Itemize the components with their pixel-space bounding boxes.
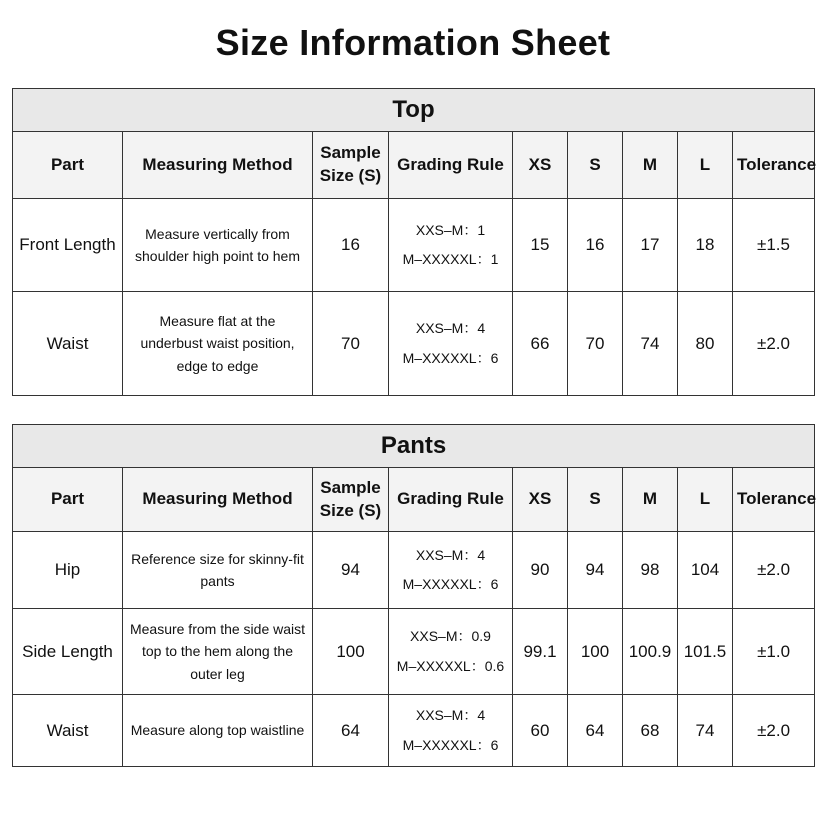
tolerance-cell: ±2.0	[733, 532, 815, 609]
column-header-s: S	[568, 468, 623, 532]
size-m-cell: 74	[623, 292, 678, 396]
column-header-m: M	[623, 132, 678, 199]
top-size-table	[12, 88, 815, 396]
column-header-sample-size: Sample Size (S)	[313, 468, 389, 532]
size-m-cell: 98	[623, 532, 678, 609]
pants-size-table	[12, 424, 815, 767]
column-header-l: L	[678, 468, 733, 532]
size-xs-cell: 99.1	[513, 609, 568, 695]
size-l-cell: 80	[678, 292, 733, 396]
column-header-grading-rule: Grading Rule	[389, 132, 513, 199]
sample-size-cell: 70	[313, 292, 389, 396]
size-m-cell: 100.9	[623, 609, 678, 695]
size-xs-cell: 60	[513, 695, 568, 767]
grading-rule-cell	[389, 695, 513, 767]
size-m-cell: 68	[623, 695, 678, 767]
grading-rule-line: M–XXXXXL：1	[402, 251, 499, 267]
column-header-measuring-method: Measuring Method	[123, 132, 313, 199]
size-l-cell: 74	[678, 695, 733, 767]
grading-rule-line: M–XXXXXL：6	[402, 349, 499, 366]
column-header-xs: XS	[513, 468, 568, 532]
method-cell: Measure flat at the underbust waist position, edge to edge	[123, 292, 313, 396]
column-header-tolerance: Tolerance	[733, 468, 815, 532]
part-cell: Waist	[13, 292, 123, 396]
size-s-cell: 70	[568, 292, 623, 396]
grading-rule-cell	[389, 292, 513, 396]
size-s-cell: 94	[568, 532, 623, 609]
table-row	[13, 609, 815, 695]
method-cell: Measure vertically from shoulder high point to hem	[123, 199, 313, 292]
grading-rule-line: M–XXXXXL：6	[402, 576, 499, 592]
size-xs-cell: 66	[513, 292, 568, 396]
method-cell: Measure from the side waist top to the hem along the outer leg	[123, 609, 313, 695]
sample-size-cell: 94	[313, 532, 389, 609]
page-title: Size Information Sheet	[215, 22, 611, 63]
part-cell: Hip	[13, 532, 123, 609]
tolerance-cell: ±1.0	[733, 609, 815, 695]
size-l-cell: 18	[678, 199, 733, 292]
table-row	[13, 532, 815, 609]
column-header-sample-size: Sample Size (S)	[313, 132, 389, 199]
method-cell: Reference size for skinny-fit pants	[123, 532, 313, 609]
size-s-cell: 100	[568, 609, 623, 695]
table-row	[13, 199, 815, 292]
part-cell: Side Length	[13, 609, 123, 695]
sample-size-cell: 64	[313, 695, 389, 767]
grading-rule-line: XXS–M：4	[415, 707, 486, 724]
table-row	[13, 695, 815, 767]
size-l-cell: 104	[678, 532, 733, 609]
tolerance-cell: ±2.0	[733, 292, 815, 396]
size-s-cell: 16	[568, 199, 623, 292]
column-header-part: Part	[13, 468, 123, 532]
column-header-xs: XS	[513, 132, 568, 199]
grading-rule-cell	[389, 532, 513, 609]
part-cell: Front Length	[13, 199, 123, 292]
column-header-s: S	[568, 132, 623, 199]
column-header-part: Part	[13, 132, 123, 199]
part-cell: Waist	[13, 695, 123, 767]
grading-rule-line: XXS–M：4	[415, 546, 486, 563]
size-s-cell: 64	[568, 695, 623, 767]
grading-rule-line: XXS–M：4	[415, 320, 486, 337]
size-m-cell: 17	[623, 199, 678, 292]
size-l-cell: 101.5	[678, 609, 733, 695]
grading-rule-line: XXS–M：0.9	[410, 628, 491, 645]
sample-size-cell: 100	[313, 609, 389, 695]
grading-rule-cell	[389, 199, 513, 292]
method-cell: Measure along top waistline	[123, 695, 313, 767]
grading-rule-cell	[389, 609, 513, 695]
section-title-pants: Pants	[13, 425, 815, 468]
size-xs-cell: 90	[513, 532, 568, 609]
section-title-top: Top	[13, 89, 815, 132]
column-header-tolerance: Tolerance	[733, 132, 815, 199]
column-header-grading-rule: Grading Rule	[389, 468, 513, 532]
tolerance-cell: ±1.5	[733, 199, 815, 292]
tolerance-cell: ±2.0	[733, 695, 815, 767]
grading-rule-line: M–XXXXXL：0.6	[396, 657, 505, 674]
grading-rule-line: XXS–M：1	[415, 221, 486, 238]
column-header-m: M	[623, 468, 678, 532]
column-header-l: L	[678, 132, 733, 199]
grading-rule-line: M–XXXXXL：6	[402, 736, 499, 753]
table-row	[13, 292, 815, 396]
size-xs-cell: 15	[513, 199, 568, 292]
column-header-measuring-method: Measuring Method	[123, 468, 313, 532]
sample-size-cell: 16	[313, 199, 389, 292]
